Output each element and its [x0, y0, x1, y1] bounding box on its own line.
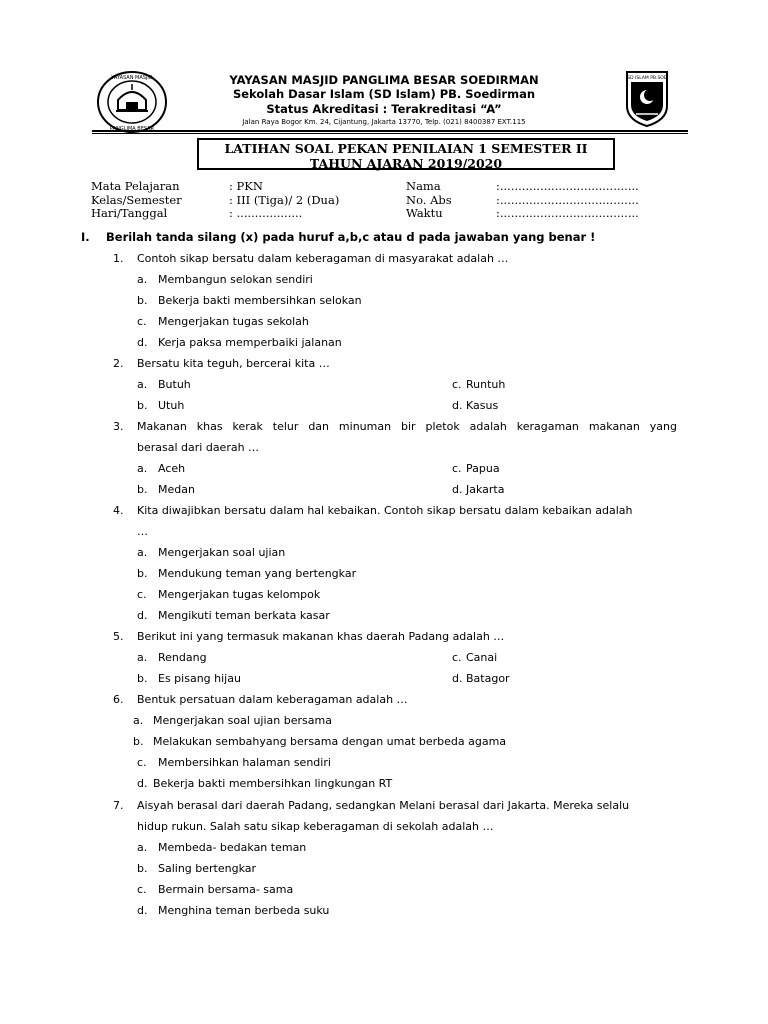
day-value: : ..................: [229, 206, 303, 220]
option-text[interactable]: Medan: [158, 483, 195, 496]
question-text: Bersatu kita teguh, bercerai kita …: [137, 357, 330, 370]
option-letter: c.: [137, 756, 147, 769]
option-text: Mengerjakan soal ujian: [158, 546, 286, 559]
question-number: 1.: [113, 252, 124, 265]
option-text: Bermain bersama- sama: [158, 883, 294, 896]
class-label: Kelas/Semester: [91, 193, 182, 207]
option-text[interactable]: Batagor: [466, 672, 510, 685]
question-text: hidup rukun. Salah satu sikap keberagaman di sekolah adalah …: [137, 820, 494, 833]
option-letter: c.: [137, 588, 147, 601]
option-text[interactable]: Papua: [466, 462, 500, 475]
svg-text:YAYASAN MASJID: YAYASAN MASJID: [111, 75, 153, 81]
question-text: Bentuk persatuan dalam keberagaman adalah …: [137, 693, 408, 706]
option-text: Mengerjakan soal ujian bersama: [153, 714, 332, 727]
question-number: 7.: [113, 799, 124, 812]
option-letter[interactable]: a.: [137, 651, 148, 664]
svg-text:PANGLIMA BESAR: PANGLIMA BESAR: [109, 126, 155, 132]
question-number: 4.: [113, 504, 124, 517]
option-letter: a.: [137, 273, 148, 286]
option-letter[interactable]: c.: [452, 462, 462, 475]
option-letter[interactable]: c.: [452, 651, 462, 664]
option-text[interactable]: Kasus: [466, 399, 499, 412]
option-text[interactable]: Aceh: [158, 462, 186, 475]
option-text: Mengerjakan tugas sekolah: [158, 315, 309, 328]
option-text[interactable]: Utuh: [158, 399, 185, 412]
option-text[interactable]: Jakarta: [466, 483, 505, 496]
question-text: Aisyah berasal dari daerah Padang, sedangkan Melani berasal dari Jakarta. Mereka selalu: [137, 799, 630, 812]
foundation-name: YAYASAN MASJID PANGLIMA BESAR SOEDIRMAN: [229, 73, 539, 87]
abs-value: :......................................: [496, 193, 639, 207]
option-text: Menghina teman berbeda suku: [158, 904, 330, 917]
option-text: Mengikuti teman berkata kasar: [158, 609, 330, 622]
name-value: :......................................: [496, 179, 639, 193]
name-label: Nama: [406, 179, 441, 193]
option-text: Bekerja bakti membersihkan lingkungan RT: [153, 777, 393, 790]
option-text[interactable]: Es pisang hijau: [158, 672, 241, 685]
question-text: Contoh sikap bersatu dalam keberagaman di masyarakat adalah …: [137, 252, 509, 265]
option-text[interactable]: Canai: [466, 651, 498, 664]
option-text: Membangun selokan sendiri: [158, 273, 313, 286]
svg-text:SD ISLAM PB.SOE: SD ISLAM PB.SOE: [627, 76, 667, 81]
option-letter[interactable]: b.: [137, 483, 148, 496]
section-instruction: Berilah tanda silang (x) pada huruf a,b,c atau d pada jawaban yang benar !: [106, 230, 596, 244]
time-label: Waktu: [406, 206, 443, 220]
school-name: Sekolah Dasar Islam (SD Islam) PB. Soedirman: [232, 87, 536, 101]
question-number: 5.: [113, 630, 124, 643]
option-letter: c.: [137, 315, 147, 328]
option-letter[interactable]: b.: [137, 672, 148, 685]
option-letter[interactable]: d.: [452, 672, 463, 685]
option-text: Mengerjakan tugas kelompok: [158, 588, 321, 601]
question-text: Makanan khas kerak telur dan minuman bir pletok adalah keragaman makanan yang: [137, 420, 677, 433]
option-text: Kerja paksa memperbaiki jalanan: [158, 336, 342, 349]
option-text[interactable]: Rendang: [158, 651, 207, 664]
option-letter: d.: [137, 609, 148, 622]
question-number: 2.: [113, 357, 124, 370]
question-text: Berikut ini yang termasuk makanan khas daerah Padang adalah …: [137, 630, 505, 643]
day-label: Hari/Tanggal: [91, 206, 168, 220]
option-text: Melakukan sembahyang bersama dengan umat berbeda agama: [153, 735, 507, 748]
option-letter: b.: [137, 294, 148, 307]
option-letter[interactable]: d.: [452, 483, 463, 496]
option-text: Mendukung teman yang bertengkar: [158, 567, 357, 580]
option-letter: d.: [137, 904, 148, 917]
option-text[interactable]: Butuh: [158, 378, 191, 391]
exam-title: LATIHAN SOAL PEKAN PENILAIAN 1 SEMESTER II: [224, 141, 588, 156]
option-letter[interactable]: a.: [137, 462, 148, 475]
question-number: 3.: [113, 420, 124, 433]
option-letter: c.: [137, 883, 147, 896]
question-text: berasal dari daerah …: [137, 441, 260, 454]
option-letter: a.: [137, 841, 148, 854]
option-letter: b.: [137, 567, 148, 580]
option-text: Membeda- bedakan teman: [158, 841, 307, 854]
option-letter[interactable]: b.: [137, 399, 148, 412]
question-text: …: [137, 525, 148, 538]
option-letter: a.: [133, 714, 144, 727]
option-text: Bekerja bakti membersihkan selokan: [158, 294, 362, 307]
class-value: : III (Tiga)/ 2 (Dua): [229, 193, 340, 207]
option-letter[interactable]: c.: [452, 378, 462, 391]
option-text[interactable]: Runtuh: [466, 378, 506, 391]
option-letter: b.: [133, 735, 144, 748]
option-letter: d.: [137, 336, 148, 349]
section-number: I.: [81, 230, 90, 244]
subject-value: : PKN: [229, 179, 263, 193]
accreditation-status: Status Akreditasi : Terakreditasi “A”: [266, 102, 502, 116]
school-address: Jalan Raya Bogor Km. 24, Cijantung, Jakarta 13770, Telp. (021) 8400387 EXT.115: [242, 118, 526, 126]
exam-title-box: [197, 138, 615, 170]
abs-label: No. Abs: [406, 193, 452, 207]
subject-label: Mata Pelajaran: [91, 179, 180, 193]
option-text: Saling bertengkar: [158, 862, 257, 875]
option-text: Membersihkan halaman sendiri: [158, 756, 331, 769]
header-divider-thin: [92, 133, 688, 134]
academic-year: TAHUN AJARAN 2019/2020: [309, 156, 503, 171]
option-letter[interactable]: d.: [452, 399, 463, 412]
option-letter: a.: [137, 546, 148, 559]
option-letter: b.: [137, 862, 148, 875]
option-letter[interactable]: a.: [137, 378, 148, 391]
question-text: Kita diwajibkan bersatu dalam hal kebaikan. Contoh sikap bersatu dalam kebaikan adalah: [137, 504, 633, 517]
option-letter: d.: [137, 777, 148, 790]
question-number: 6.: [113, 693, 124, 706]
time-value: :......................................: [496, 206, 639, 220]
header-divider: [92, 130, 688, 132]
